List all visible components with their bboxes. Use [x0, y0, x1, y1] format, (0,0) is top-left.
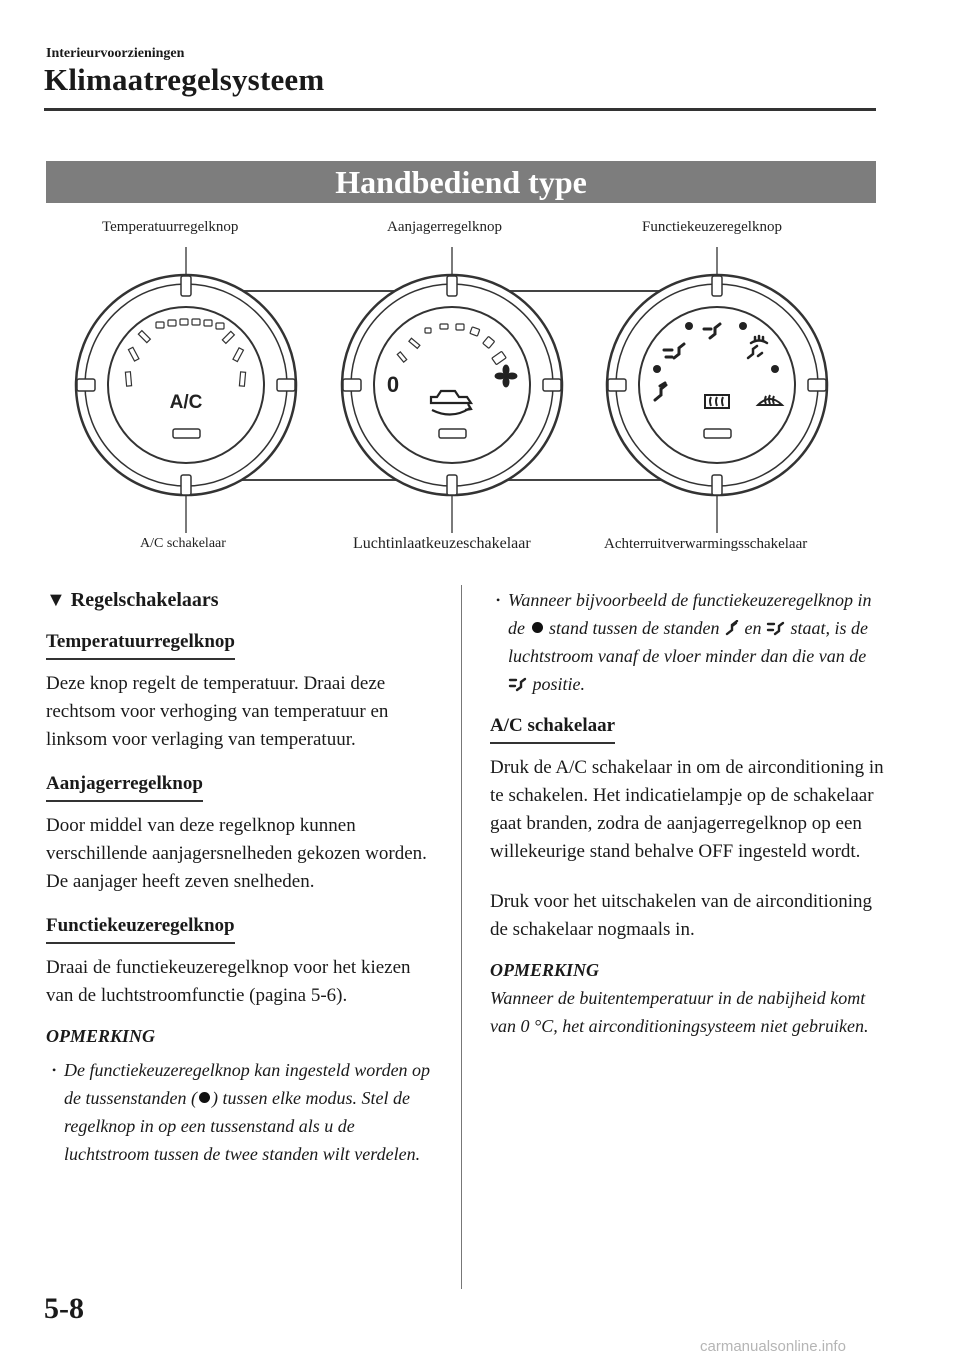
label-rear-defrost-switch: Achterruitverwarmingsschakelaar [604, 536, 808, 552]
chapter-title: Klimaatregelsysteem [44, 62, 325, 97]
fan-knob[interactable] [342, 275, 562, 495]
fan-speeds-text: De aanjager heeft zeven snelheden. [46, 871, 315, 892]
temperature-text: Deze knop regelt de temperatuur. Draai deze rechtsom voor verhoging van temperatuur en linksom voor verlaging van temperatuur. [46, 673, 389, 750]
mode-text: Draai de functiekeuzeregelknop voor het kiezen van de luchtstroomfunctie (pagina 5-6). [46, 957, 411, 1006]
air-intake-button[interactable] [439, 429, 466, 438]
note-bullet-2: • Wanneer bijvoorbeeld de functiekeuzeregelknop in de stand tussen de standen en staat, is de luchtstroom vanaf de vloer minder dan die van de positie. [490, 586, 884, 698]
intermediate-dot-icon [199, 1092, 210, 1103]
ac-button[interactable] [173, 429, 200, 438]
floor-icon [724, 620, 740, 636]
ac-knob-label: A/C [169, 392, 203, 413]
right-column [490, 586, 884, 1040]
page-number: 5-8 [44, 1292, 84, 1325]
section-banner: Handbediend type [46, 161, 876, 203]
climate-panel-figure [0, 0, 960, 580]
note-text-2: Wanneer de buitentemperatuur in de nabijheid komt van 0 °C, het airconditioningsysteem niet gebruiken. [490, 988, 869, 1036]
watermark: carmanualsonline.info [700, 1338, 846, 1355]
note-title-2: OPMERKING [490, 960, 600, 980]
ac-heading: A/C schakelaar [490, 712, 615, 744]
section-heading: ▼ Regelschakelaars [46, 589, 219, 611]
ac-text-1: Druk de A/C schakelaar in om de airconditioning in te schakelen. Het indicatielampje op de schakelaar gaat branden, zodra de aanjagerregelknop op een willekeurige stand behalve OFF ingesteld wordt. [490, 757, 884, 862]
label-ac-switch: A/C schakelaar [140, 536, 226, 551]
bi-level-icon [508, 676, 528, 692]
fan-off-label: 0 [386, 372, 400, 397]
mode-knob[interactable] [607, 275, 827, 495]
rear-defrost-button[interactable] [704, 429, 731, 438]
temperature-knob[interactable] [76, 275, 296, 495]
label-mode-knob: Functiekeuzeregelknop [642, 219, 782, 235]
temperature-heading: Temperatuurregelknop [46, 628, 235, 660]
intermediate-dot-icon [532, 622, 543, 633]
note-bullet-1: • De functiekeuzeregelknop kan ingesteld worden op de tussenstanden ( ) tussen elke modus. Stel de regelknop in op een tussenstand als u de luchtstroom tussen de twee standen wilt verdelen. [46, 1056, 438, 1168]
label-fan-knob: Aanjagerregelknop [387, 219, 502, 235]
fan-text: Door middel van deze regelknop kunnen verschillende aanjagersnelheden gekozen worden. [46, 815, 427, 864]
section-label: Interieurvoorzieningen [46, 46, 185, 61]
note-title: OPMERKING [46, 1026, 156, 1046]
label-air-intake-switch: Luchtinlaatkeuzeschakelaar [353, 535, 531, 552]
bi-level-icon [766, 620, 786, 636]
left-column [46, 586, 438, 1168]
ac-text-2: Druk voor het uitschakelen van de airconditioning de schakelaar nogmaals in. [490, 891, 873, 940]
column-divider [461, 585, 462, 1289]
mode-heading: Functiekeuzeregelknop [46, 912, 235, 944]
label-temperature-knob: Temperatuurregelknop [102, 219, 239, 235]
fan-heading: Aanjagerregelknop [46, 770, 203, 802]
